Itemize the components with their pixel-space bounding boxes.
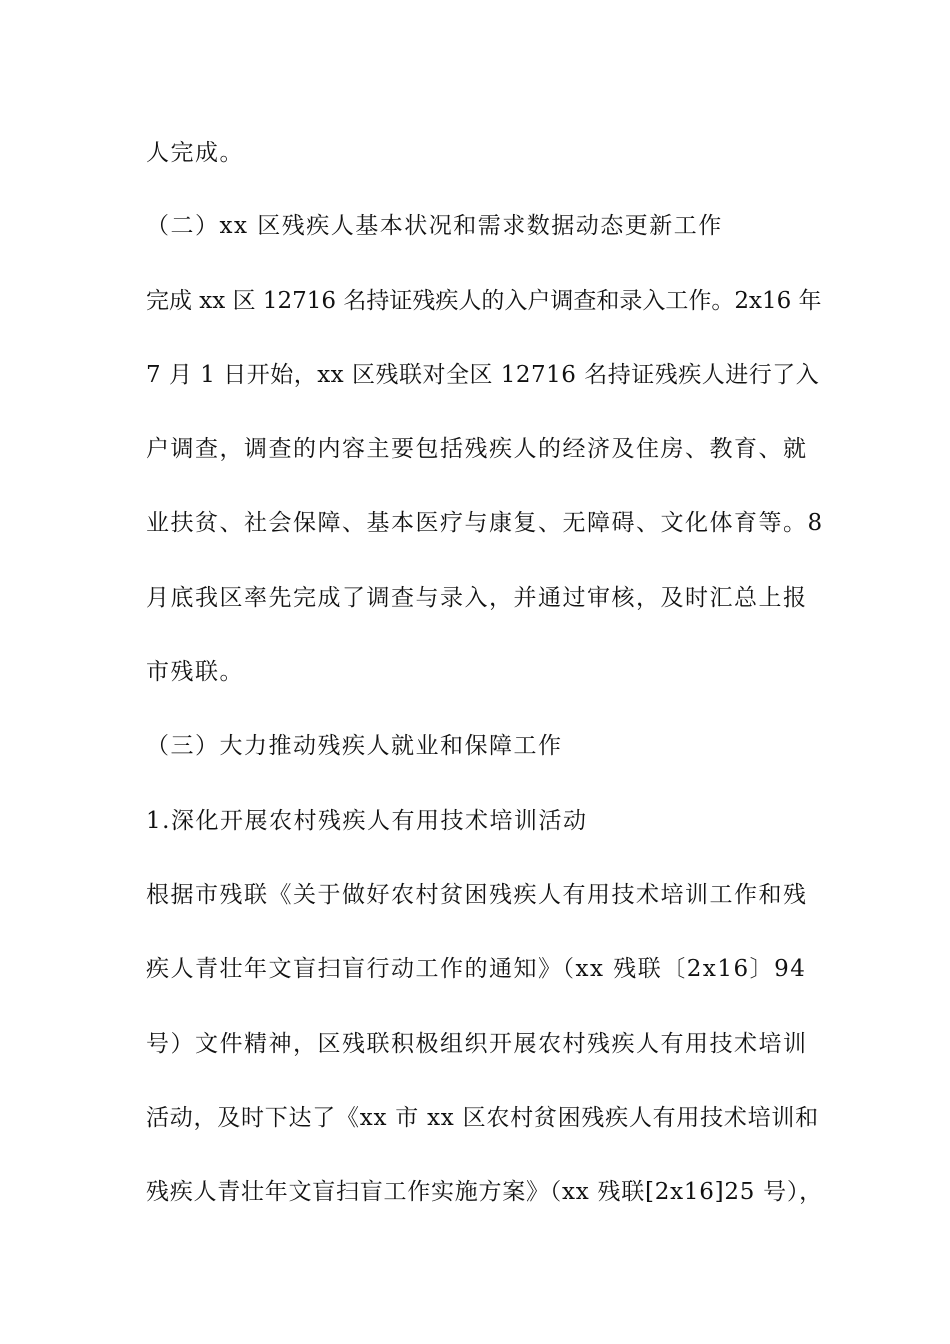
text-line: 活动，及时下达了《xx 市 xx 区农村贫困残疾人有用技术培训和 — [146, 1105, 819, 1131]
text-line: 号）文件精神，区残联积极组织开展农村残疾人有用技术培训 — [146, 1031, 808, 1057]
text-line: 根据市残联《关于做好农村贫困残疾人有用技术培训工作和残 — [146, 882, 808, 908]
text-line: 业扶贫、社会保障、基本医疗与康复、无障碍、文化体育等。8 — [146, 510, 824, 536]
subsection-heading: 1.深化开展农村残疾人有用技术培训活动 — [146, 808, 588, 834]
text-line: 7 月 1 日开始，xx 区残联对全区 12716 名持证残疾人进行了入 — [146, 362, 820, 388]
text-line: 月底我区率先完成了调查与录入，并通过审核，及时汇总上报 — [146, 585, 808, 611]
text-line: 户调查，调查的内容主要包括残疾人的经济及住房、教育、就 — [146, 436, 808, 462]
text-line: 疾人青壮年文盲扫盲行动工作的通知》（xx 残联〔2x16〕94 — [146, 956, 807, 982]
text-line: 人完成。 — [146, 140, 244, 166]
section-heading: （二）xx 区残疾人基本状况和需求数据动态更新工作 — [146, 213, 723, 239]
text-line: 残疾人青壮年文盲扫盲工作实施方案》（xx 残联[2x16]25 号）， — [146, 1179, 823, 1205]
text-line: 完成 xx 区 12716 名持证残疾人的入户调查和录入工作。2x16 年 — [146, 288, 822, 314]
text-line: 市残联。 — [146, 659, 244, 685]
section-heading: （三）大力推动残疾人就业和保障工作 — [146, 733, 563, 759]
